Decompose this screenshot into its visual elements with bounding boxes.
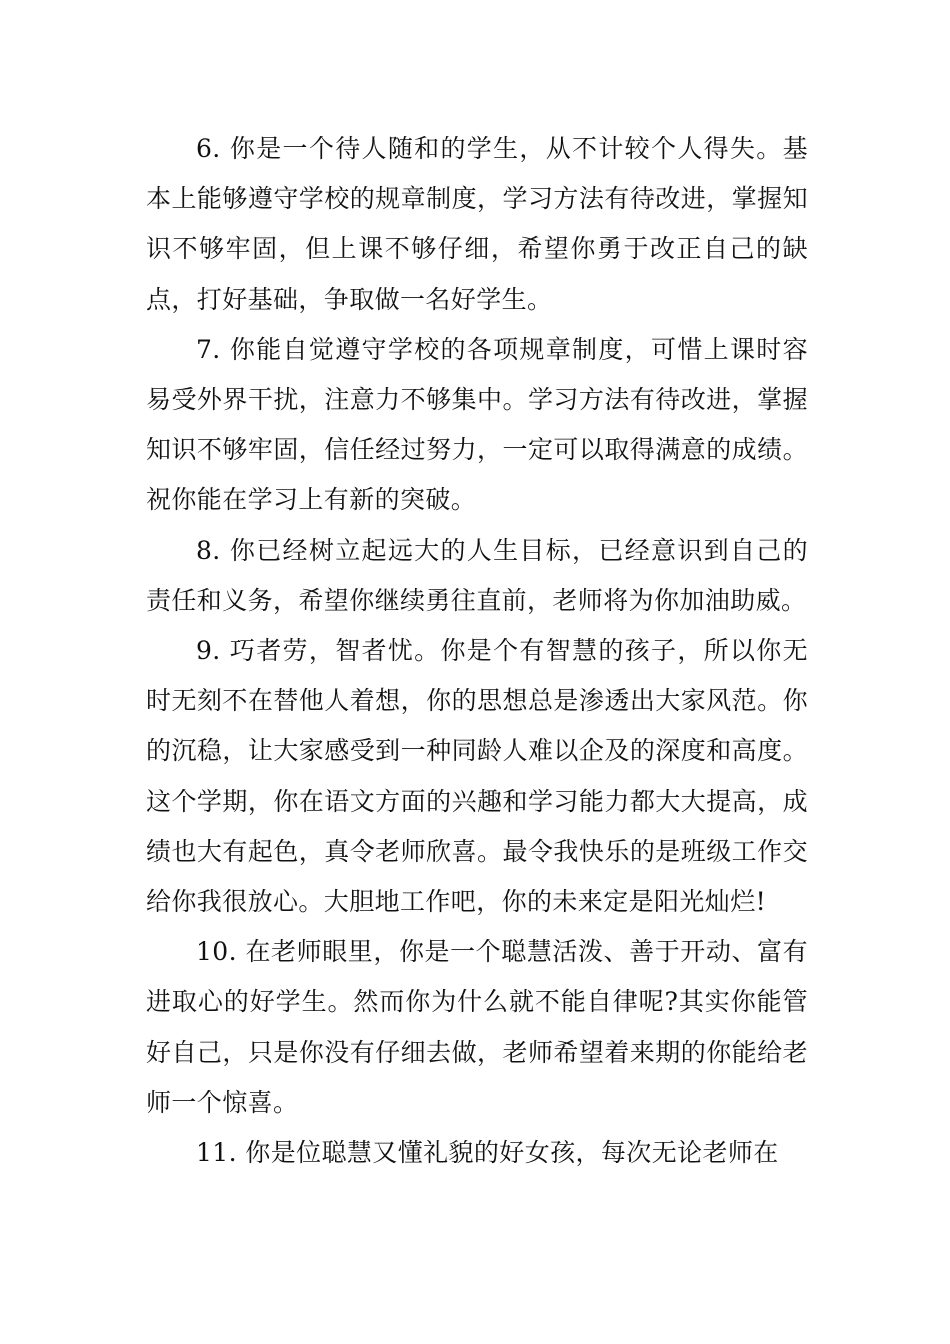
document-page <box>146 124 808 1178</box>
comment-paragraph-7: 7. 你能自觉遵守学校的各项规章制度，可惜上课时容易受外界干扰，注意力不够集中。学习方法有待改进，掌握知识不够牢固，信任经过努力，一定可以取得满意的成绩。祝你能在学习上有新的突破。 <box>146 334 808 515</box>
comment-paragraph-11: 11. 你是位聪慧又懂礼貌的好女孩，每次无论老师在 <box>196 1138 779 1168</box>
comment-paragraph-10: 10. 在老师眼里，你是一个聪慧活泼、善于开动、富有进取心的好学生。然而你为什么就不能自律呢?其实你能管好自己，只是你没有仔细去做，老师希望着来期的你能给老师一个惊喜。 <box>146 937 808 1117</box>
comment-paragraph-8: 8. 你已经树立起远大的人生目标，已经意识到自己的责任和义务，希望你继续勇往直前，老师将为你加油助威。 <box>146 535 808 615</box>
comment-paragraph-9: 9. 巧者劳，智者忧。你是个有智慧的孩子，所以你无时无刻不在替他人着想，你的思想总是渗透出大家风范。你的沉稳，让大家感受到一种同龄人难以企及的深度和高度。这个学期，你在语文方面的兴趣和学习能力都大大提高，成绩也大有起色，真令老师欣喜。最令我快乐的是班级工作交给你我很放心。大胆地工作吧，你的未来定是阳光灿烂! <box>146 636 808 917</box>
comment-paragraph-6: 6. 你是一个待人随和的学生，从不计较个人得失。基本上能够遵守学校的规章制度，学习方法有待改进，掌握知识不够牢固，但上课不够仔细，希望你勇于改正自己的缺点，打好基础，争取做一名好学生。 <box>146 134 808 314</box>
